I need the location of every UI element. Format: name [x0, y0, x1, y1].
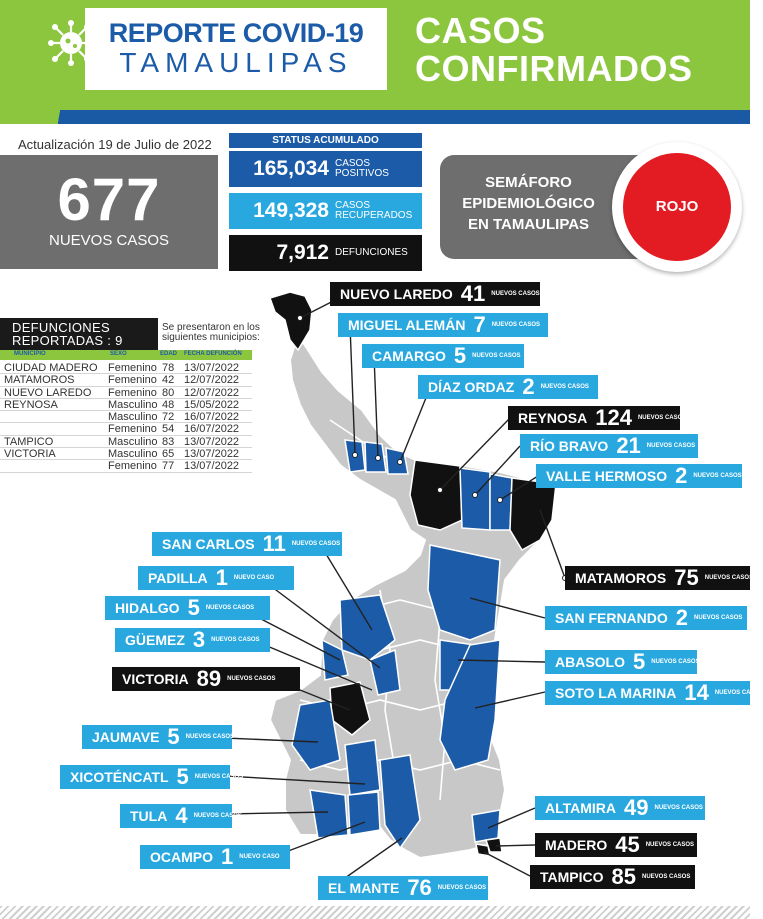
municipio-tag: NUEVOS CASOS: [211, 637, 260, 643]
footer-pattern: [0, 906, 750, 919]
municipio-count: 49: [624, 795, 649, 820]
label-rio-bravo: [520, 434, 698, 458]
header-sexo: SEXO: [110, 351, 127, 357]
label-miguel-aleman: [338, 313, 548, 337]
update-date: Actualización 19 de Julio de 2022: [18, 137, 212, 152]
municipio-name: PADILLA: [148, 570, 208, 586]
municipio-name: SAN CARLOS: [162, 536, 255, 552]
municipio-count: 7: [473, 312, 486, 337]
municipio-count: 3: [192, 627, 206, 652]
municipio-name: VICTORIA: [122, 671, 189, 687]
cell-sexo: Masculino: [108, 398, 158, 411]
status-label: STATUS ACUMULADO: [229, 133, 422, 148]
page-title: [415, 12, 693, 88]
cell-edad: 80: [162, 386, 175, 399]
cell-sexo: Femenino: [108, 460, 157, 473]
positive-value: 165,034: [253, 157, 329, 180]
cell-fecha: 13/07/2022: [184, 435, 240, 448]
municipio-count: 124: [595, 405, 632, 430]
recovered-label-1: CASOS: [335, 200, 371, 211]
label-abasolo: [545, 649, 700, 674]
municipio-name: DÍAZ ORDAZ: [428, 379, 515, 395]
label-nuevo-laredo: [330, 282, 540, 306]
cell-edad: 83: [162, 435, 175, 448]
municipio-count: 14: [684, 680, 709, 705]
label-matamoros: [565, 565, 754, 590]
municipio-tag: NUEVOS CASOS: [714, 690, 763, 696]
deaths-note: Se presentaron en los siguientes municipios:: [162, 322, 260, 343]
cell-fecha: 12/07/2022: [184, 386, 240, 399]
municipio-count: 5: [453, 343, 467, 368]
municipio-count: 89: [196, 666, 222, 691]
status-deaths: [229, 235, 422, 271]
positive-label-1: CASOS: [335, 158, 371, 169]
logo-line-1: REPORTE COVID-19: [108, 18, 364, 48]
label-jaumave: [82, 724, 235, 749]
label-tula: [120, 803, 242, 828]
municipio-tag: NUEVOS CASOS: [704, 575, 754, 581]
municipio-count: 5: [187, 595, 200, 620]
municipio-name: MATAMOROS: [575, 570, 667, 586]
cell-municipio: VICTORIA: [4, 448, 56, 461]
cell-edad: 78: [162, 362, 175, 374]
semaforo-line-1: SEMÁFORO: [485, 174, 572, 191]
municipio-name: SOTO LA MARINA: [555, 685, 677, 701]
cell-fecha: 16/07/2022: [184, 411, 240, 424]
cell-edad: 65: [162, 448, 175, 461]
cell-municipio: CIUDAD MADERO: [4, 362, 98, 374]
label-reynosa: [508, 405, 687, 430]
deaths-label: DEFUNCIONES: [335, 247, 408, 258]
new-cases-label: NUEVOS CASOS: [48, 232, 170, 249]
title-line-1: CASOS: [415, 10, 546, 51]
deaths-value: 7,912: [276, 241, 329, 264]
cell-fecha: 12/07/2022: [184, 374, 240, 387]
cell-sexo: Femenino: [108, 386, 157, 399]
cell-municipio: REYNOSA: [4, 398, 58, 411]
cell-municipio: MATAMOROS: [4, 374, 75, 387]
municipio-name: SAN FERNANDO: [555, 610, 668, 626]
recovered-label: [335, 201, 412, 221]
label-diaz-ordaz: [418, 375, 598, 399]
municipio-name: EL MANTE: [328, 880, 400, 896]
municipio-name: MADERO: [545, 837, 608, 853]
label-madero: [535, 833, 697, 857]
municipio-count: 21: [616, 433, 641, 458]
municipio-count: 1: [221, 844, 234, 869]
municipio-count: 76: [407, 875, 432, 900]
positive-label-2: POSITIVOS: [335, 168, 389, 179]
semaforo-label: [456, 172, 601, 235]
cell-sexo: Femenino: [108, 362, 157, 374]
logo-line-2: TAMAULIPAS: [119, 47, 353, 78]
municipio-count: 5: [633, 649, 646, 674]
header-stripe: [0, 110, 750, 124]
municipio-tag: NUEVOS CASOS: [646, 443, 696, 449]
municipio-name: ALTAMIRA: [545, 800, 617, 816]
municipio-name: ABASOLO: [555, 654, 625, 670]
label-san-fernando: [545, 606, 747, 630]
cell-fecha: 13/07/2022: [184, 362, 240, 374]
municipio-count: 5: [176, 764, 189, 789]
municipio-name: TULA: [130, 808, 168, 824]
municipio-tag: NUEVOS CASOS: [651, 659, 700, 665]
municipio-count: 85: [611, 864, 636, 889]
municipio-name: TAMPICO: [540, 869, 604, 885]
semaforo-status: ROJO: [623, 153, 731, 261]
municipio-tag: NUEVOS CASOS: [194, 774, 244, 780]
label-xicotencatl: [60, 764, 244, 789]
cell-sexo: Masculino: [108, 435, 158, 448]
municipio-count: 2: [522, 374, 535, 399]
municipio-tag: NUEVOS CASOS: [437, 885, 487, 891]
municipio-name: XICOTÉNCATL: [70, 769, 169, 785]
status-recovered: [229, 193, 422, 229]
municipio-tag: NUEVOS CASOS: [642, 874, 691, 880]
municipio-count: 2: [675, 605, 689, 630]
municipio-tag: NUEVOS CASOS: [472, 353, 521, 359]
municipio-tag: NUEVO CASO: [233, 575, 275, 581]
cell-municipio: NUEVO LAREDO: [4, 386, 92, 399]
municipio-count: 45: [615, 832, 640, 857]
semaforo-line-3: EN TAMAULIPAS: [467, 216, 590, 233]
label-san-carlos: [152, 532, 342, 556]
header-edad: EDAD: [160, 351, 178, 357]
virus-icon: [48, 20, 94, 66]
recovered-value: 149,328: [253, 199, 329, 222]
label-altamira: [535, 796, 705, 820]
municipio-tag: NUEVOS CASOS: [540, 384, 589, 390]
municipio-name: GÜEMEZ: [125, 632, 185, 648]
title-line-2: CONFIRMADOS: [415, 48, 693, 89]
logo: [85, 8, 387, 90]
status-positive: [229, 151, 422, 187]
municipio-name: NUEVO LAREDO: [340, 286, 453, 302]
municipio-tag: NUEVOS CASOS: [491, 322, 541, 328]
label-valle-hermoso: [536, 464, 742, 488]
municipio-tag: NUEVOS CASOS: [193, 813, 242, 819]
new-cases-box: [0, 155, 218, 269]
municipio-name: OCAMPO: [150, 849, 213, 865]
municipio-name: VALLE HERMOSO: [546, 468, 668, 484]
municipio-name: MIGUEL ALEMÁN: [348, 317, 466, 333]
label-camargo: [362, 344, 524, 368]
municipio-tag: NUEVOS CASOS: [637, 415, 687, 421]
header-municipio: MUNICIPIO: [14, 351, 46, 357]
label-padilla: [138, 566, 294, 590]
semaforo-line-2: EPIDEMIOLÓGICO: [462, 195, 595, 212]
new-cases-value: 677: [57, 166, 161, 233]
municipio-count: 41: [460, 281, 486, 306]
cell-fecha: 15/05/2022: [184, 398, 240, 411]
municipio-tag: NUEVOS CASOS: [693, 473, 742, 479]
cell-edad: 54: [162, 423, 175, 436]
municipio-count: 11: [262, 531, 286, 556]
label-el-mante: [318, 876, 488, 900]
municipio-tag: NUEVOS CASOS: [205, 605, 255, 611]
municipio-count: 4: [175, 803, 188, 828]
cell-edad: 77: [162, 460, 175, 473]
municipio-name: CAMARGO: [372, 348, 446, 364]
cell-sexo: Masculino: [108, 448, 158, 461]
cell-municipio: TAMPICO: [4, 435, 54, 448]
label-hidalgo: [105, 596, 270, 620]
municipio-name: RÍO BRAVO: [530, 438, 609, 454]
positive-label: [335, 159, 389, 179]
header-fecha: FECHA DEFUNCIÓN: [184, 351, 242, 357]
municipio-tag: NUEVOS CASOS: [645, 842, 695, 848]
municipio-tag: NUEVO CASO: [239, 854, 280, 860]
municipio-count: 1: [215, 565, 228, 590]
municipio-count: 5: [167, 724, 180, 749]
label-soto-la-marina: [545, 680, 763, 705]
municipio-tag: NUEVOS CASOS: [185, 734, 235, 740]
cell-fecha: 13/07/2022: [184, 448, 240, 461]
municipio-name: HIDALGO: [115, 600, 180, 616]
municipio-tag: NUEVOS CASOS: [491, 291, 540, 297]
municipio-tag: NUEVOS CASOS: [654, 805, 703, 811]
label-tampico: [530, 865, 695, 889]
cell-fecha: 16/07/2022: [184, 423, 240, 436]
municipio-tag: NUEVOS CASOS: [694, 615, 743, 621]
cell-edad: 42: [162, 374, 175, 387]
label-victoria: [112, 667, 300, 691]
municipio-count: 2: [675, 463, 688, 488]
cell-sexo: Femenino: [108, 374, 157, 387]
label-guemez: [115, 628, 270, 652]
cell-sexo: Masculino: [108, 411, 158, 424]
cell-fecha: 13/07/2022: [184, 460, 240, 473]
label-ocampo: [140, 845, 290, 869]
municipio-name: JAUMAVE: [92, 729, 160, 745]
deaths-title-1: DEFUNCIONES: [12, 320, 110, 335]
cell-sexo: Femenino: [108, 423, 157, 436]
cell-edad: 48: [162, 398, 175, 411]
recovered-label-2: RECUPERADOS: [335, 210, 413, 221]
municipio-tag: NUEVOS CASOS: [291, 541, 341, 547]
municipio-name: REYNOSA: [518, 410, 588, 426]
cell-edad: 72: [162, 411, 175, 424]
municipio-tag: NUEVOS CASOS: [227, 676, 276, 682]
municipio-count: 75: [674, 565, 699, 590]
deaths-title-2: REPORTADAS : 9: [12, 333, 123, 348]
